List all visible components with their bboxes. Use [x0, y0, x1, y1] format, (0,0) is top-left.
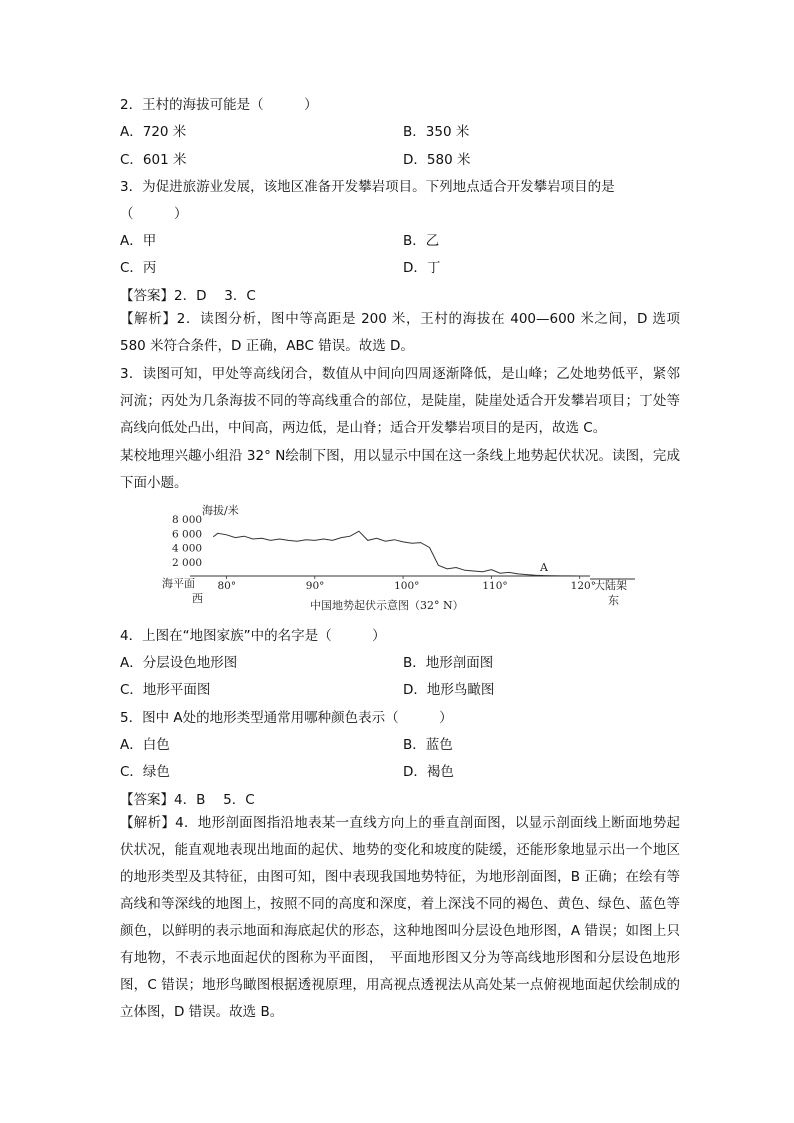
- sea-level-label: 海平面: [162, 577, 195, 590]
- q5-option-d: D．褐色: [403, 764, 454, 780]
- q5-option-c: C．绿色: [120, 764, 170, 780]
- x-tick-label: 90°: [305, 580, 325, 592]
- q3-option-a: A．甲: [120, 233, 157, 249]
- chart-title: 中国地势起伏示意图（32° N）: [310, 599, 464, 612]
- q3-option-c: C．丙: [120, 260, 157, 276]
- answer-2: 【答案】4．B 5．C: [120, 792, 255, 808]
- x-tick-label: 100°: [394, 580, 420, 592]
- terrain-profile-chart: [160, 500, 640, 620]
- q5-stem: 5．图中 A处的地形类型通常用哪种颜色表示（ ）: [120, 710, 453, 726]
- analysis-1-p1: 【解析】2．读图分析，图中等高距是 200 米，王村的海拔在 400—600 米之间，D 选项 580 米符合条件，D 正确，ABC 错误。故选 D。: [120, 311, 680, 354]
- continental-shelf-label: 大陆架: [594, 579, 627, 592]
- q2-option-b: B．350 米: [403, 124, 470, 140]
- y-axis-ticks: [172, 514, 202, 569]
- q4-option-d: D．地形鸟瞰图: [403, 682, 495, 698]
- analysis-1-p2: 3．读图可知，甲处等高线闭合，数值从中间向四周逐渐降低，是山峰；乙处地势低平，紧邻河流；丙处为几条海拔不同的等高线重合的部位，是陡崖，陡崖处适合开发攀岩项目；丁处等高线向低处凸出，中间高，两边低，是山脊；适合开发攀岩项目的是丙，故选 C。: [120, 366, 680, 436]
- west-label: 西: [192, 592, 203, 605]
- q4-option-a: A．分层设色地形图: [120, 655, 238, 671]
- east-label: 东: [608, 594, 619, 607]
- q4-option-b: B．地形剖面图: [403, 655, 494, 671]
- x-tick-label: 80°: [217, 580, 237, 592]
- y-tick-label: 4 000: [172, 542, 203, 555]
- analysis-2-p1: 【解析】4．地形剖面图指沿地表某一直线方向上的垂直剖面图，以显示剖面线上断面地势起伏状况，能直观地表现出地面的起伏、地势的变化和坡度的陡缓，还能形象地显示出一个地区的地形类型及其特征，由图可知，图中表现我国地势特征，为地形剖面图，B 正确；在绘有等高线和等深线的地图上，按照不同的高度和深度，着上深浅不同的褐色、黄色、绿色、蓝色等颜色，以鲜明的表示地面和海底起伏的形态，这种地图叫分层设色地形图，A 错误；如图上只有地物，不表示地面起伏的图称为平面图， 平面地形图又分为等高线地形图和分层设色地形图，C 错误；地形鸟瞰图根据透视原理，用高视点透视法从高处某一点俯视地面起伏绘制成的立体图，D 错误。故选 B。: [120, 815, 680, 1020]
- y-tick-label: 2 000: [172, 556, 203, 569]
- q3-option-b: B．乙: [403, 233, 440, 249]
- q2-option-d: D．580 米: [403, 152, 471, 168]
- y-tick-label: 6 000: [172, 528, 203, 541]
- q5-option-a: A．白色: [120, 737, 170, 753]
- answer-1: 【答案】2．D 3．C: [120, 288, 256, 304]
- point-a-label: A: [539, 561, 548, 574]
- q3-option-d: D．丁: [403, 260, 441, 276]
- x-axis-ticks: [217, 576, 595, 592]
- q4-option-c: C．地形平面图: [120, 682, 211, 698]
- q3-stem-line2: （ ）: [120, 206, 188, 222]
- q3-stem-line1: 3．为促进旅游业发展，该地区准备开发攀岩项目。下列地点适合开发攀岩项目的是: [120, 179, 615, 195]
- terrain-profile-line: [213, 531, 588, 576]
- x-tick-label: 110°: [482, 580, 508, 592]
- x-tick-label: 120°: [570, 580, 596, 592]
- q2-option-c: C．601 米: [120, 152, 187, 168]
- y-tick-label: 8 000: [172, 514, 203, 527]
- chart-ylabel: 海拔/米: [202, 504, 239, 517]
- q2-stem: 2．王村的海拔可能是（ ）: [120, 97, 318, 113]
- q2-option-a: A．720 米: [120, 124, 187, 140]
- profile-intro: 某校地理兴趣小组沿 32° N绘制下图，用以显示中国在这一条线上地势起伏状况。读图，完成下面小题。: [120, 448, 680, 491]
- q4-stem: 4．上图在“地图家族”中的名字是（ ）: [120, 628, 386, 644]
- q5-option-b: B．蓝色: [403, 737, 453, 753]
